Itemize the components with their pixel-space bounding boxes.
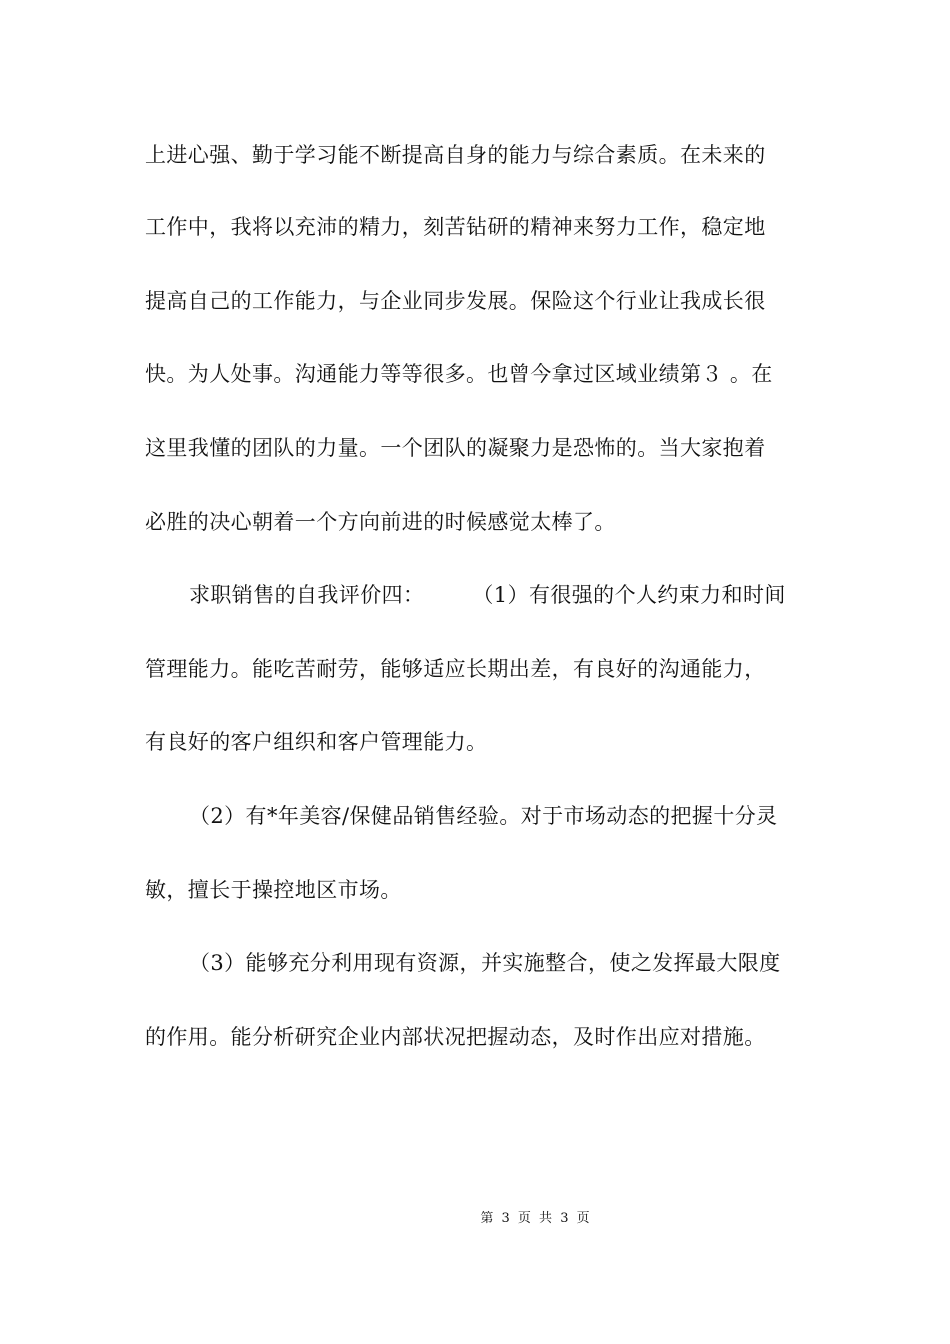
body-line-5: 这里我懂的团队的力量。一个团队的凝聚力是恐怖的。当大家抱着	[145, 436, 766, 460]
item3-line-2: 的作用。能分析研究企业内部状况把握动态，及时作出应对措施。	[145, 1025, 766, 1049]
section4-line-3: 有良好的客户组织和客户管理能力。	[145, 730, 488, 754]
body-line-4: 快。为人处事。沟通能力等等很多。也曾今拿过区域业绩第３ 。在	[145, 362, 773, 386]
section4-first-line	[189, 583, 859, 607]
item2-line-2: 敏，擅长于操控地区市场。	[145, 878, 402, 902]
body-line-3: 提高自己的工作能力，与企业同步发展。保险这个行业让我成长很	[145, 289, 766, 313]
body-line-2: 工作中，我将以充沛的精力，刻苦钻研的精神来努力工作，稳定地	[145, 215, 766, 239]
page-footer: 第 3 页 共 3 页	[480, 1211, 590, 1226]
body-line-6: 必胜的决心朝着一个方向前进的时候感觉太棒了。	[145, 510, 616, 534]
section4-heading: 求职销售的自我评价四：	[189, 583, 425, 607]
section4-item1-start: （1）有很强的个人约束力和时间	[472, 583, 786, 607]
item3-line-1: （3）能够充分利用现有资源，并实施整合，使之发挥最大限度	[189, 951, 781, 975]
item2-line-1: （2）有*年美容/保健品销售经验。对于市场动态的把握十分灵	[189, 804, 778, 828]
section4-line-2: 管理能力。能吃苦耐劳，能够适应长期出差，有良好的沟通能力，	[145, 657, 766, 681]
body-line-1: 上进心强、勤于学习能不断提高自身的能力与综合素质。在未来的	[145, 143, 766, 167]
